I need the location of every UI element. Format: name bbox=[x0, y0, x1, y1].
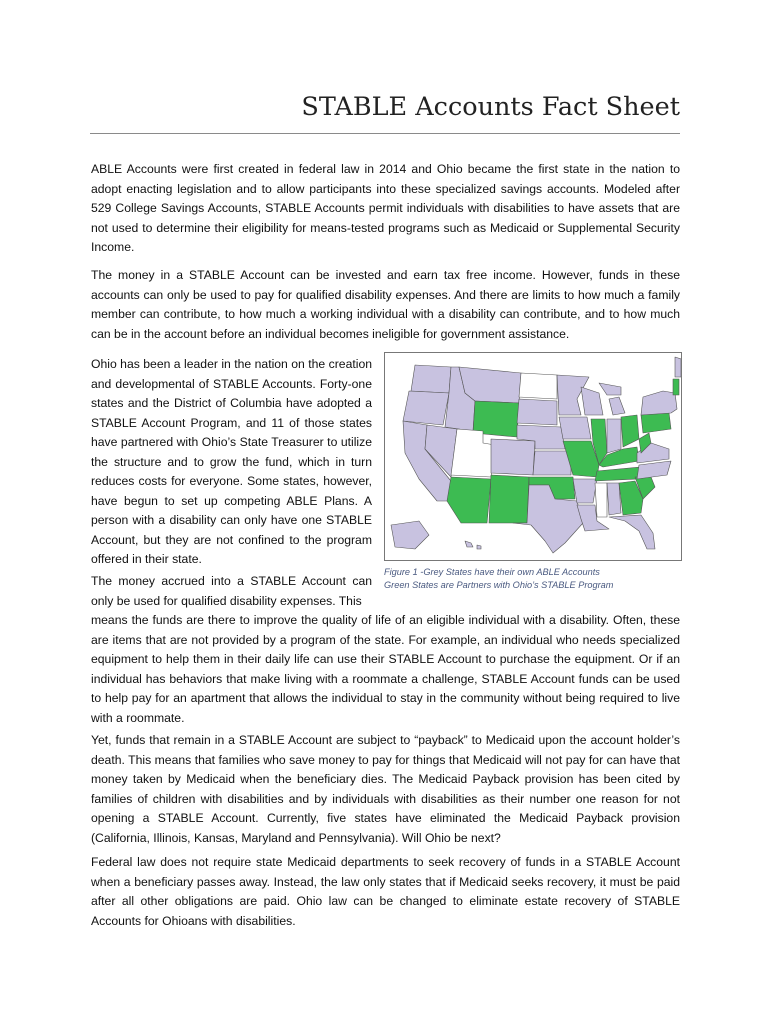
state-maine bbox=[675, 357, 681, 377]
paragraph-qualified-expenses-continued: means the funds are there to improve the quality of life of an eligible individual with a disability. Often, these are items that are not provided by a program of the state. For example, an individual who needs specialized equipment to help them in their daily life can use their STABLE Account to purchase the equipment. Or if an individual has behaviors that make living with a roommate a challenge, STABLE Account funds can be used to help pay for an apartment that allows the individual to stay in the community without being required to live with a roommate. bbox=[91, 613, 680, 725]
paragraph-federal-law: Federal law does not require state Medicaid departments to seek recovery of funds in a STABLE Account when a beneficiary passes away. Instead, the law only states that if Medicaid seeks recovery, it must be paid after all other obligations are paid. Ohio law can be changed to eliminate estate recovery of STABLE Accounts for Ohioans with disabilities. bbox=[91, 855, 680, 928]
state-new-mexico bbox=[489, 475, 529, 523]
state-pennsylvania bbox=[641, 413, 671, 433]
state-indiana bbox=[607, 419, 621, 453]
state-ohio bbox=[621, 415, 639, 447]
state-utah bbox=[451, 429, 495, 477]
caption-line-green-states: Green States are Partners with Ohio’s STABLE Program bbox=[384, 580, 614, 590]
paragraph-medicaid-payback: Yet, funds that remain in a STABLE Account are subject to “payback” to Medicaid upon the account holder’s death. This means that families who save money to pay for things that Medicaid will not pay for can have that money taken by Medicaid when the beneficiary dies. The Medicaid Payback provision has been cited by families of children with disabilities and by individuals with disabilities as their number one reason for not opening a STABLE Account. Currently, five states have eliminated the Medicaid Payback provision (California, Illinois, Kansas, Maryland and Pennsylvania). Will Ohio be next? bbox=[91, 733, 680, 845]
caption-line-grey-states: Figure 1 -Grey States have their own ABLE Accounts bbox=[384, 567, 600, 577]
state-north-carolina bbox=[637, 461, 671, 479]
state-new-hampshire bbox=[673, 379, 679, 395]
paragraph-qualified-expenses-start: The money accrued into a STABLE Account can only be used for qualified disability expenses. This bbox=[91, 574, 372, 608]
state-washington bbox=[411, 365, 451, 393]
us-map bbox=[385, 353, 681, 560]
state-north-dakota bbox=[519, 373, 557, 399]
state-alaska bbox=[391, 521, 429, 549]
state-kansas bbox=[533, 451, 571, 475]
state-arkansas bbox=[573, 479, 597, 503]
paragraph-intro: ABLE Accounts were first created in federal law in 2014 and Ohio became the first state in the nation to adopt enacting legislation and to allow participants into these specialized savings accounts. Modeled after 529 College Savings Accounts, STABLE Accounts permit individuals with disabilities to have assets that are not used to determine their eligibility for means-tested programs such as Medicaid or Supplemental Security Income. bbox=[91, 162, 680, 254]
title-divider bbox=[90, 133, 680, 134]
us-states-map-figure bbox=[384, 352, 682, 561]
paragraph-investment: The money in a STABLE Account can be invested and earn tax free income. However, funds in these accounts can only be used to pay for qualified disability expenses. And there are limits to how much a family member can contribute, to how much a working individual with a disability can contribute, and to how much can be in the account before an individual becomes ineligible for government assistance. bbox=[91, 268, 680, 341]
state-michigan bbox=[599, 383, 625, 415]
state-colorado bbox=[491, 439, 535, 475]
state-mississippi bbox=[595, 483, 607, 517]
state-oregon bbox=[403, 391, 449, 425]
state-alabama bbox=[607, 483, 621, 515]
state-iowa bbox=[559, 417, 591, 439]
state-new-york bbox=[641, 391, 677, 415]
state-arizona bbox=[447, 477, 491, 523]
page-title: STABLE Accounts Fact Sheet bbox=[301, 92, 680, 122]
figure-caption bbox=[384, 566, 684, 592]
paragraph-ohio-leader: Ohio has been a leader in the nation on the creation and developmental of STABLE Accounts. Forty-one states and the District of Columbia have adopted a STABLE Account Program, and 11 of those states have partnered with Ohio’s State Treasurer to utilize the structure and to grow the fund, which in turn reduces costs for everyone. Some states, however, have begun to set up competing ABLE Plans. A person with a disability can only have one STABLE Account, but they are not confined to the program offered in their state. bbox=[91, 357, 372, 566]
state-florida bbox=[609, 515, 655, 549]
state-wisconsin bbox=[581, 387, 603, 415]
state-hawaii bbox=[465, 541, 481, 549]
state-south-dakota bbox=[517, 399, 557, 425]
state-tennessee bbox=[595, 467, 641, 481]
